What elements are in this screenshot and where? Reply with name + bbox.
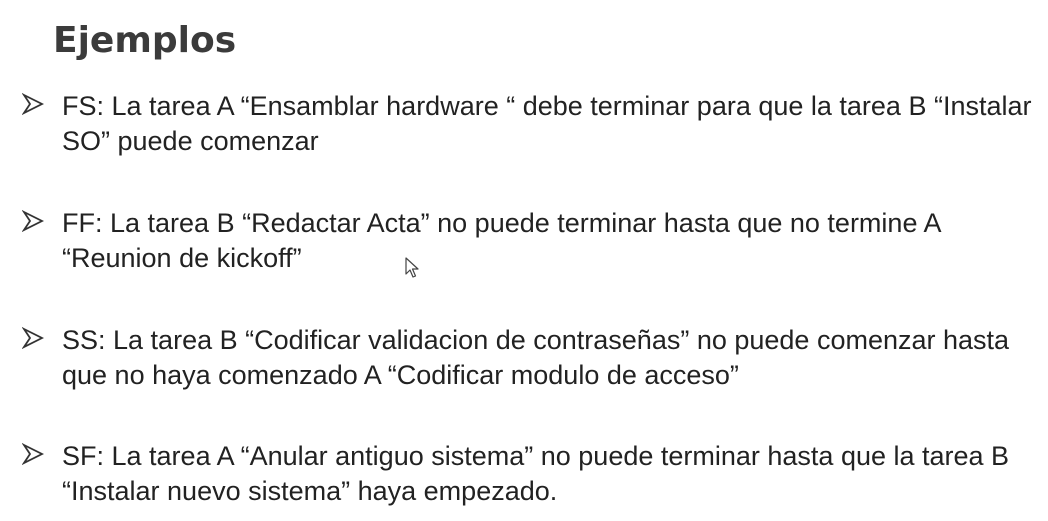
bullet-text: SS: La tarea B “Codificar validacion de contraseñas” no puede comenzar hasta que no haya comenzado A “Codificar modulo de acceso” — [62, 325, 1010, 390]
arrow-bullet-icon — [22, 210, 44, 232]
bullet-text: FF: La tarea B “Redactar Acta” no puede terminar hasta que no termine A “Reunion de kickoff” — [62, 208, 940, 273]
arrow-bullet-icon — [22, 93, 44, 115]
bullet-text: FS: La tarea A “Ensamblar hardware “ debe terminar para que la tarea B “Instalar SO” puede comenzar — [62, 91, 1032, 156]
arrow-bullet-icon — [22, 443, 44, 465]
arrow-bullet-icon — [22, 327, 44, 349]
mouse-pointer-icon — [405, 257, 419, 279]
page-title: Ejemplos — [53, 20, 237, 61]
bullet-text: SF: La tarea A “Anular antiguo sistema” no puede terminar hasta que la tarea B “Instalar nuevo sistema” haya empezado. — [62, 441, 1010, 506]
